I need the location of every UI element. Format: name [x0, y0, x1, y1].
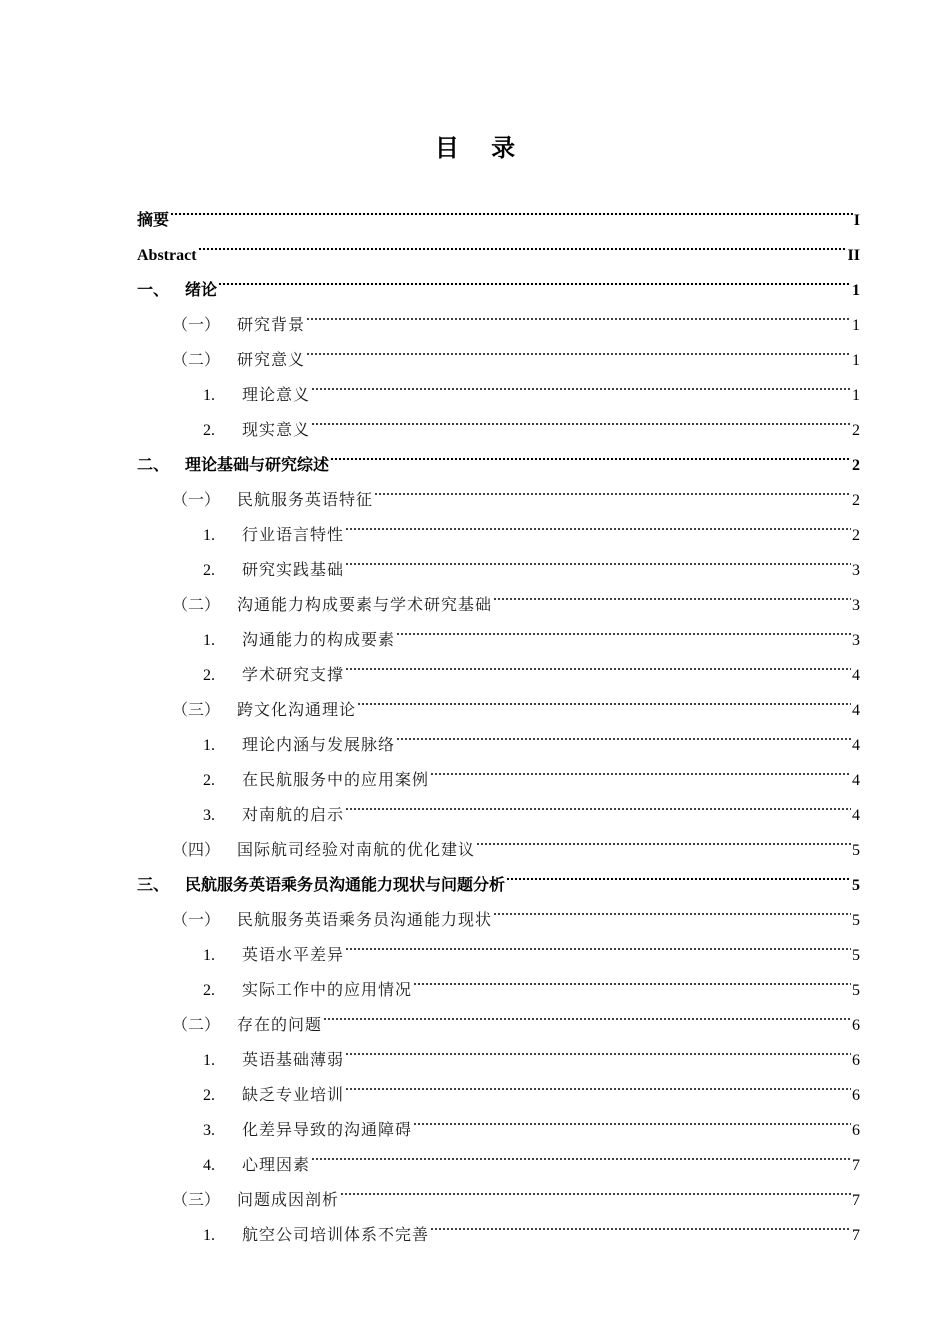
- toc-entry-page-number[interactable]: 3: [852, 632, 860, 649]
- toc-entry-title[interactable]: 民航服务英语特征: [237, 490, 374, 509]
- toc-entry-page-number[interactable]: 6: [852, 1017, 860, 1034]
- toc-entry[interactable]: [203, 365, 860, 404]
- toc-entry-title[interactable]: 对南航的启示: [242, 805, 345, 824]
- toc-entry-page-number[interactable]: 6: [852, 1122, 860, 1139]
- toc-entry-number: （二）: [172, 595, 221, 614]
- toc-entry-title[interactable]: 沟通能力构成要素与学术研究基础: [237, 595, 493, 614]
- toc-entry[interactable]: [172, 575, 860, 614]
- toc-entry-number: （三）: [172, 1190, 221, 1209]
- dot-leader: [323, 995, 851, 1030]
- toc-entry-number: 一、: [137, 282, 170, 299]
- toc-entry-title[interactable]: 行业语言特性: [242, 525, 345, 544]
- toc-entry[interactable]: [203, 925, 860, 964]
- toc-entry-page-number[interactable]: 1: [852, 387, 860, 404]
- toc-entry-title[interactable]: 存在的问题: [237, 1015, 323, 1034]
- toc-entry-page-number[interactable]: 4: [852, 702, 860, 719]
- dot-leader: [396, 715, 851, 750]
- dot-leader: [430, 750, 851, 785]
- toc-entry[interactable]: [203, 1100, 860, 1139]
- toc-entry[interactable]: [172, 1170, 860, 1209]
- dot-leader: [311, 400, 851, 435]
- dot-leader: [493, 575, 851, 610]
- toc-entry-page-number[interactable]: 7: [852, 1192, 860, 1209]
- toc-entry[interactable]: [137, 435, 860, 474]
- toc-entry[interactable]: [203, 610, 860, 649]
- toc-entry-number: 2.: [203, 667, 215, 684]
- toc-entry-page-number[interactable]: 1: [852, 317, 860, 334]
- toc-entry-page-number[interactable]: 2: [852, 422, 860, 439]
- toc-entry-number: 1.: [203, 947, 215, 964]
- toc-entry-page-number[interactable]: 3: [852, 597, 860, 614]
- toc-entry-page-number[interactable]: 5: [852, 947, 860, 964]
- toc-entry[interactable]: [203, 960, 860, 999]
- toc-entry-number: （一）: [172, 315, 221, 334]
- toc-entry-number: 1.: [203, 1052, 215, 1069]
- dot-leader: [345, 540, 851, 575]
- toc-entry-page-number[interactable]: 4: [852, 667, 860, 684]
- dot-leader: [506, 855, 851, 890]
- toc-entry-number: （四）: [172, 840, 221, 859]
- toc-entry[interactable]: [172, 820, 860, 859]
- toc-entry-page-number[interactable]: 1: [852, 282, 860, 299]
- toc-entry-page-number[interactable]: 6: [852, 1087, 860, 1104]
- dot-leader: [345, 645, 851, 680]
- toc-entry-number: 2.: [203, 772, 215, 789]
- toc-entry-page-number[interactable]: 4: [852, 772, 860, 789]
- dot-leader: [430, 1205, 851, 1240]
- dot-leader: [345, 505, 851, 540]
- dot-leader: [218, 260, 851, 295]
- toc-entry-number: （一）: [172, 910, 221, 929]
- toc-entry-title[interactable]: 现实意义: [242, 420, 311, 439]
- toc-entry[interactable]: [172, 680, 860, 719]
- toc-entry-number: 1.: [203, 737, 215, 754]
- toc-entry-number: 1.: [203, 527, 215, 544]
- toc-entry[interactable]: [203, 505, 860, 544]
- toc-entry-page-number[interactable]: 6: [852, 1052, 860, 1069]
- toc-entry[interactable]: [172, 995, 860, 1034]
- dot-leader: [170, 190, 853, 225]
- toc-entry-title[interactable]: 理论基础与研究综述: [185, 455, 330, 474]
- dot-leader: [311, 365, 851, 400]
- dot-leader: [306, 330, 851, 365]
- toc-entry[interactable]: [137, 855, 860, 894]
- toc-entry-title[interactable]: 英语基础薄弱: [242, 1050, 345, 1069]
- toc-entry[interactable]: [172, 890, 860, 929]
- toc-entry[interactable]: [203, 1030, 860, 1069]
- toc-entry[interactable]: [203, 785, 860, 824]
- toc-entry-title[interactable]: 航空公司培训体系不完善: [242, 1225, 430, 1244]
- toc-entry[interactable]: [203, 400, 860, 439]
- toc-entry-page-number[interactable]: 3: [852, 562, 860, 579]
- page-title: 目 录: [434, 134, 528, 163]
- toc-entry-title[interactable]: 民航服务英语乘务员沟通能力现状: [237, 910, 493, 929]
- dot-leader: [340, 1170, 851, 1205]
- toc-entry-number: 2.: [203, 562, 215, 579]
- toc-entry-page-number[interactable]: 2: [852, 457, 860, 474]
- toc-entry-number: （二）: [172, 350, 221, 369]
- toc-entry-title[interactable]: 绪论: [185, 280, 218, 299]
- toc-entry-title[interactable]: 实际工作中的应用情况: [242, 980, 413, 999]
- toc-entry-title[interactable]: 跨文化沟通理论: [237, 700, 357, 719]
- toc-entry-page-number[interactable]: 2: [852, 492, 860, 509]
- toc-entry-title[interactable]: 在民航服务中的应用案例: [242, 770, 430, 789]
- toc-entry-title[interactable]: Abstract: [137, 247, 197, 264]
- toc-entry-title[interactable]: 民航服务英语乘务员沟通能力现状与问题分析: [185, 875, 506, 894]
- dot-leader: [396, 610, 851, 645]
- toc-entry-title[interactable]: 英语水平差异: [242, 945, 345, 964]
- toc-entry-number: 1.: [203, 632, 215, 649]
- toc-entry[interactable]: [172, 470, 860, 509]
- toc-entry-title[interactable]: 研究背景: [237, 315, 306, 334]
- toc-entry-number: （一）: [172, 490, 221, 509]
- toc-entry-number: （三）: [172, 700, 221, 719]
- toc-entry[interactable]: [203, 1135, 860, 1174]
- toc-entry-title[interactable]: 化差异导致的沟通障碍: [242, 1120, 413, 1139]
- toc-entry[interactable]: [172, 330, 860, 369]
- toc-entry-number: 2.: [203, 422, 215, 439]
- toc-entry-number: 三、: [137, 877, 170, 894]
- toc-entry-number: 4.: [203, 1157, 215, 1174]
- toc-entry[interactable]: [203, 750, 860, 789]
- toc-entry[interactable]: [203, 1065, 860, 1104]
- dot-leader: [306, 295, 851, 330]
- toc-entry-page-number[interactable]: 5: [852, 842, 860, 859]
- dot-leader: [330, 435, 851, 470]
- toc-entry-page-number[interactable]: 5: [852, 982, 860, 999]
- toc-entry-page-number[interactable]: 2: [852, 527, 860, 544]
- toc-entry-title[interactable]: 理论内涵与发展脉络: [242, 735, 396, 754]
- dot-leader: [357, 680, 851, 715]
- toc-entry-number: 3.: [203, 807, 215, 824]
- toc-entry-page-number[interactable]: 5: [852, 877, 860, 894]
- toc-entry-number: 2.: [203, 1087, 215, 1104]
- toc-entry-number: 二、: [137, 457, 170, 474]
- toc-entry[interactable]: [203, 715, 860, 754]
- dot-leader: [345, 785, 851, 820]
- dot-leader: [345, 925, 851, 960]
- dot-leader: [476, 820, 851, 855]
- toc-entry[interactable]: [203, 645, 860, 684]
- toc-entry-title[interactable]: 心理因素: [242, 1155, 311, 1174]
- toc-entry[interactable]: [137, 190, 860, 229]
- toc-entry[interactable]: [203, 1205, 860, 1244]
- toc-entry-title[interactable]: 理论意义: [242, 385, 311, 404]
- toc-entry-title[interactable]: 国际航司经验对南航的优化建议: [237, 840, 476, 859]
- toc-entry-number: 1.: [203, 387, 215, 404]
- dot-leader: [493, 890, 851, 925]
- toc-entry-number: 1.: [203, 1227, 215, 1244]
- toc-entry-title[interactable]: 摘要: [137, 210, 170, 229]
- toc-entry-title[interactable]: 学术研究支撑: [242, 665, 345, 684]
- dot-leader: [345, 1065, 851, 1100]
- toc-entry-page-number[interactable]: II: [847, 247, 860, 264]
- toc-entry-number: （二）: [172, 1015, 221, 1034]
- toc-entry-title[interactable]: 缺乏专业培训: [242, 1085, 345, 1104]
- toc-entry-number: 2.: [203, 982, 215, 999]
- toc-entry-page-number[interactable]: 4: [852, 737, 860, 754]
- toc-entry[interactable]: [172, 295, 860, 334]
- toc-entry[interactable]: [137, 225, 860, 264]
- toc-entry-page-number[interactable]: 1: [852, 352, 860, 369]
- dot-leader: [311, 1135, 851, 1170]
- toc-entry-number: 3.: [203, 1122, 215, 1139]
- toc-entry-page-number[interactable]: I: [853, 212, 860, 229]
- toc-entry-page-number[interactable]: 5: [852, 912, 860, 929]
- dot-leader: [345, 1030, 851, 1065]
- toc-entry-page-number[interactable]: 7: [852, 1227, 860, 1244]
- toc-entry-title[interactable]: 研究实践基础: [242, 560, 345, 579]
- toc-entry-title[interactable]: 沟通能力的构成要素: [242, 630, 396, 649]
- dot-leader: [413, 960, 851, 995]
- toc-entry-title[interactable]: 研究意义: [237, 350, 306, 369]
- dot-leader: [374, 470, 851, 505]
- toc-entry-page-number[interactable]: 4: [852, 807, 860, 824]
- toc-entry[interactable]: [203, 540, 860, 579]
- dot-leader: [413, 1100, 851, 1135]
- dot-leader: [198, 225, 847, 260]
- toc-entry-page-number[interactable]: 7: [852, 1157, 860, 1174]
- toc-entry[interactable]: [137, 260, 860, 299]
- toc-entry-title[interactable]: 问题成因剖析: [237, 1190, 340, 1209]
